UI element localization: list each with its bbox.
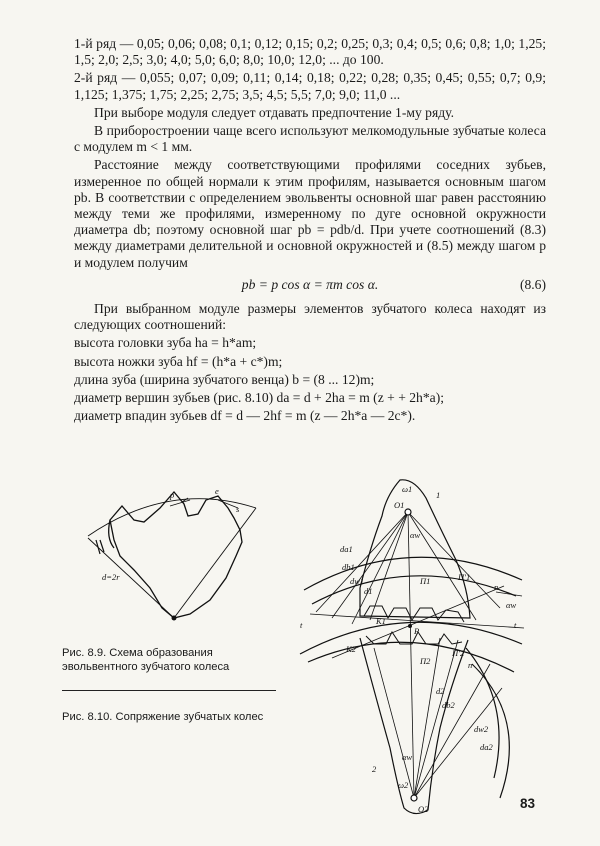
size-face-width: длина зуба (ширина зубчатого венца) b = (8 ... 12)m; (74, 371, 375, 387)
right-ray-2 (408, 512, 476, 620)
pitch-point (408, 624, 412, 628)
label-O1: O1 (394, 500, 405, 510)
radius-line (88, 538, 174, 618)
action-line-n (332, 586, 504, 658)
main-text (74, 36, 546, 426)
pitch-arc (88, 499, 256, 536)
label-d2: d2 (436, 686, 445, 696)
d1-line (370, 512, 408, 620)
base-pitch-paragraph: Расстояние между соответствующими профилями соседних зубьев, измеренное по общей нормали к этим профилям, называется основным шагом pb. В соответствии с определением эвольвенты основной шаг равен расстоянию между теми же профилями, измеренному по дуге основной окружности диаметра db; поэтому основной шаг pb = pdb/d. При учете соотношений (8.3) между диаметрами делительной и основной окружностей и (8.5) между шагом p и модулем получим (74, 157, 546, 270)
page-number: 83 (520, 796, 536, 811)
label-n-top: n (494, 582, 499, 592)
module-row-1: 1-й ряд — 0,05; 0,06; 0,08; 0,1; 0,12; 0,15; 0,2; 0,25; 0,3; 0,4; 0,5; 0,6; 0,8; 1,0; 1,25; 1,5; 2,0; 2,5; 3,0; 4,0; 5,0; 6,0; 8,0; 10,0; 12,0; ... до 100. (74, 36, 546, 68)
label-omega2: ω2 (398, 780, 409, 790)
sizes-intro: При выбранном модуле размеры элементов зубчатого колеса находят из следующих соотношений: (74, 301, 546, 333)
size-addendum: высота головки зуба ha = h*am; (74, 335, 257, 351)
label-aw-right: αw (506, 600, 517, 610)
formula-text: pb = p cos α = πm cos α. (241, 276, 379, 292)
size-tip-diameter: диаметр вершин зубьев (рис. 8.10) da = d + 2ha = m (z + + 2h*a); (74, 390, 444, 406)
label-P: P (414, 626, 420, 636)
gear-outline (110, 492, 242, 618)
size-dedendum: высота ножки зуба hf = (h*a + c*)m; (74, 353, 283, 369)
label-da2: da2 (480, 742, 493, 752)
figure-8-10-gear-mesh (290, 468, 540, 820)
dw1-line (352, 512, 408, 624)
label-P1: Π1 (420, 576, 431, 586)
da1-line (316, 512, 408, 612)
radius-line-right (174, 508, 256, 618)
label-K1: K1 (376, 616, 386, 626)
instrument-paragraph: В приборостроении чаще всего используют мелкомодульные зубчатые колеса с модулем m < 1 мм. (74, 123, 546, 155)
label-n-bottom: n (468, 660, 473, 670)
label-d1: d1 (364, 586, 373, 596)
label-p: p (170, 490, 175, 500)
label-omega1: ω1 (402, 484, 413, 494)
upper-gear-outline (360, 480, 470, 618)
caption-fig-8-10: Рис. 8.10. Сопряжение зубчатых колес (62, 711, 264, 723)
label-aw-top: αw (410, 530, 421, 540)
label-dw1: dw1 (350, 576, 365, 586)
label-db1: db1 (342, 562, 355, 572)
center-o1 (405, 509, 411, 515)
label-P2p: Π'2 (452, 648, 465, 658)
label-aw-bottom: αw (402, 752, 413, 762)
formula-number: (8.6) (519, 276, 546, 292)
label-da1: da1 (340, 544, 353, 554)
label-1: 1 (436, 490, 441, 500)
caption-divider (62, 690, 276, 691)
gear-center (172, 616, 177, 621)
label-t-left: t (300, 620, 303, 630)
label-e: e (215, 486, 219, 496)
label-s: s (236, 504, 240, 514)
left-ray-lower (374, 648, 414, 798)
module-row-2: 2-й ряд — 0,055; 0,07; 0,09; 0,11; 0,14; 0,18; 0,22; 0,28; 0,35; 0,45; 0,55; 0,7; 0,9; 1,125; 1,375; 1,75; 2,25; 2,75; 3,5; 4,5; 5,5; 7,0; 9,0; 11,0 ... (74, 70, 546, 102)
label-K2: K2 (346, 644, 356, 654)
label-db2: db2 (442, 700, 455, 710)
label-P1p: Π'1 (458, 572, 471, 582)
size-root-diameter: диаметр впадин зубьев df = d — 2hf = m (z — 2h*a — 2c*). (74, 408, 416, 424)
caption-fig-8-9: Рис. 8.9. Схема образования эвольвентного зубчатого колеса (62, 647, 230, 673)
center-o2 (411, 795, 417, 801)
upper-addendum-arc (304, 557, 522, 590)
label-2: 2 (372, 764, 377, 774)
label-O2: O2 (418, 804, 429, 814)
label-P2: Π2 (420, 656, 431, 666)
label-t-right: t (514, 620, 517, 630)
label-d: d=2r (102, 572, 120, 582)
figure-8-9-involute-gear (70, 478, 280, 648)
label-dw2: dw2 (474, 724, 489, 734)
upper-pitch-arc (312, 576, 516, 604)
preference-paragraph: При выборе модуля следует отдавать предпочтение 1-му ряду. (94, 104, 454, 120)
formula-8-6 (74, 277, 546, 293)
